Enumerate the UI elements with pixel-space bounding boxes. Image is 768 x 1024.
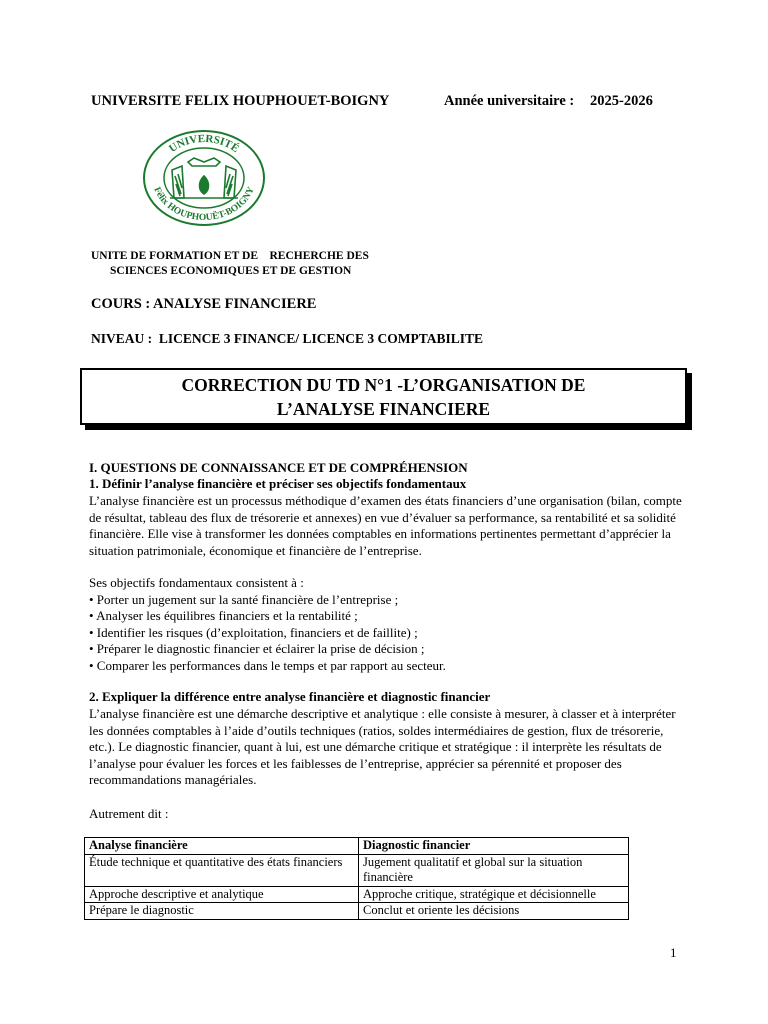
comparison-table [84, 837, 629, 920]
objectives-list [89, 592, 689, 675]
academic-year-label: Année universitaire : [444, 93, 575, 109]
paragraph-in-other-words: Autrement dit : [89, 806, 169, 821]
table-cell: Conclut et oriente les décisions [359, 903, 629, 920]
list-item: • Analyser les équilibres financiers et la rentabilité ; [89, 608, 358, 623]
list-item: • Préparer le diagnostic financier et éclairer la prise de décision ; [89, 641, 425, 656]
level-line: NIVEAU : LICENCE 3 FINANCE/ LICENCE 3 COMPTABILITE [91, 331, 484, 346]
section-heading: I. QUESTIONS DE CONNAISSANCE ET DE COMPRÉHENSION [89, 460, 468, 475]
list-item: • Comparer les performances dans le temps et par rapport au secteur. [89, 657, 446, 673]
university-logo [142, 128, 266, 228]
ufr-line-1: UNITE DE FORMATION ET DE RECHERCHE DES [91, 250, 369, 262]
objectives-block [89, 575, 689, 674]
table-header-row [85, 838, 629, 855]
table-row [85, 903, 629, 920]
document-title-line-2: L’ANALYSE FINANCIERE [276, 399, 491, 419]
table-cell: Approche descriptive et analytique [85, 886, 359, 903]
page-number: 1 [670, 945, 677, 960]
table-cell: Étude technique et quantitative des états financiers [85, 854, 359, 886]
table-header-cell: Analyse financière [85, 838, 359, 855]
logo-text-bottom: Félix HOUPHOUËT-BOIGNY [151, 185, 257, 224]
university-name: UNIVERSITE FELIX HOUPHOUET-BOIGNY [91, 93, 390, 109]
objectives-intro: Ses objectifs fondamentaux consistent à : [89, 575, 304, 590]
table-row [85, 854, 629, 886]
document-title-line-1: CORRECTION DU TD N°1 -L’ORGANISATION DE [181, 375, 586, 395]
list-item: • Identifier les risques (d’exploitation, financiers et de faillite) ; [89, 624, 418, 640]
table-header-cell: Diagnostic financier [359, 838, 629, 855]
course-title: COURS : ANALYSE FINANCIERE [91, 296, 317, 312]
list-item: • Porter un jugement sur la santé financière de l’entreprise ; [89, 591, 399, 607]
logo-text-top: UNIVERSITÉ [166, 132, 242, 156]
table-row [85, 886, 629, 903]
ufr-line-2: SCIENCES ECONOMIQUES ET DE GESTION [110, 265, 352, 277]
document-title-box [80, 368, 687, 425]
paragraph-definition: L’analyse financière est un processus méthodique d’examen des états financiers d’une organisation (bilan, compte de résultat, tableau des flux de trésorerie et annexes) en vue d’évaluer sa performance, sa rentabilité et sa solidité financière. Elle vise à transformer les données comptables en informations pertinentes permettant d’apprécier la situation patrimoniale, économique et financière de l’entreprise. [89, 493, 682, 558]
academic-year-value: 2025-2026 [590, 93, 653, 109]
paragraph-difference: L’analyse financière est une démarche descriptive et analytique : elle consiste à mesurer, à classer et à interpréter les données comptables à l’aide d’outils techniques (ratios, soldes intermédiaires de gestion, flux de trésorerie, etc.). Le diagnostic financier, quant à lui, est une démarche critique et stratégique : il interprète les résultats de l’analyse pour évaluer les forces et les faiblesses de l’entreprise, apprécier sa pérennité et proposer des recommandations managériales. [89, 706, 676, 787]
question-2-heading: 2. Expliquer la différence entre analyse financière et diagnostic financier [89, 689, 491, 704]
table-cell: Jugement qualitatif et global sur la situation financière [359, 854, 629, 886]
question-1-heading: 1. Définir l’analyse financière et préciser ses objectifs fondamentaux [89, 476, 467, 491]
table-cell: Prépare le diagnostic [85, 903, 359, 920]
table-cell: Approche critique, stratégique et décisionnelle [359, 886, 629, 903]
